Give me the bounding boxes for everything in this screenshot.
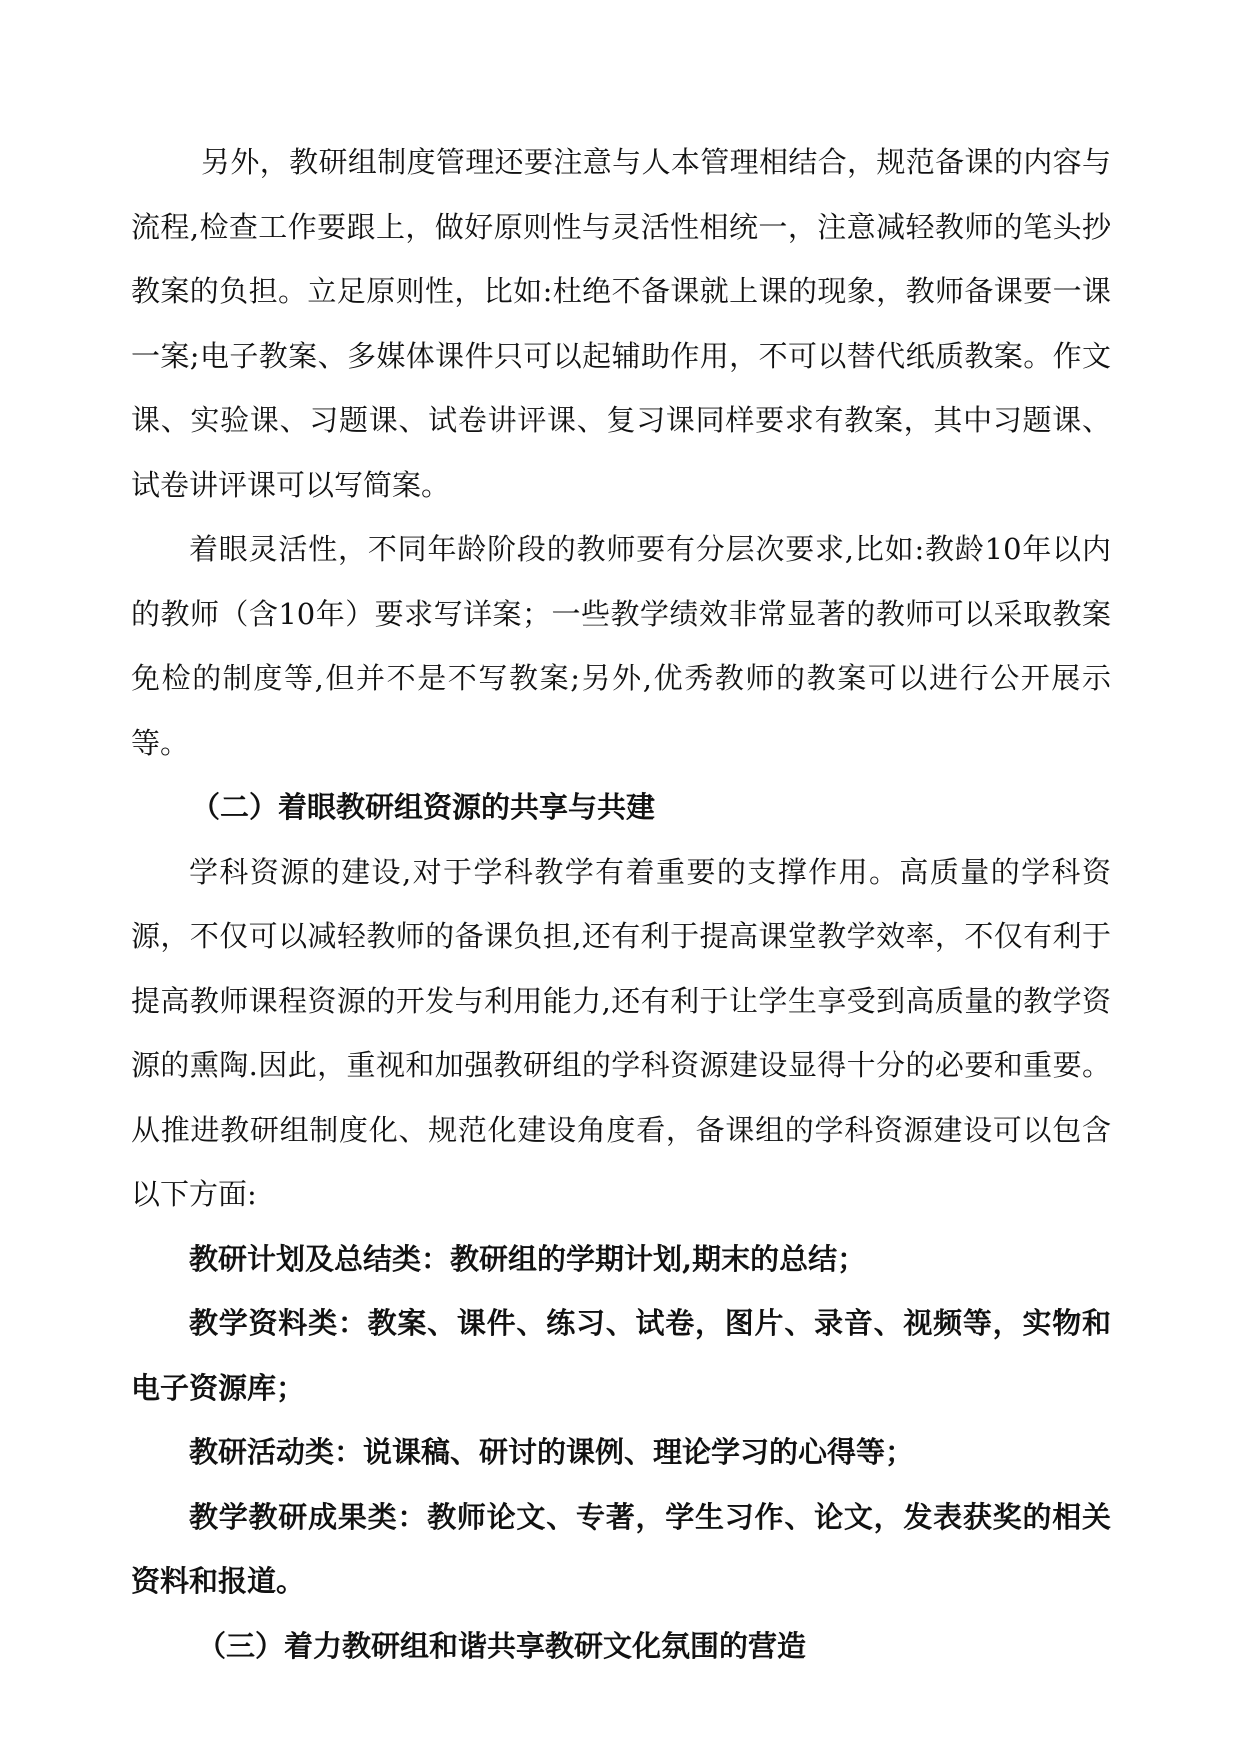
list-item-plans-summaries: 教研计划及总结类：教研组的学期计划,期末的总结； bbox=[189, 1241, 867, 1276]
list-item-research-achievements: 教学教研成果类：教师论文、专著，学生习作、论文，发表获奖的相关资料和报道。 bbox=[131, 1499, 1111, 1598]
document-page bbox=[131, 130, 1111, 1678]
paragraph-lesson-plan-management: 另外，教研组制度管理还要注意与人本管理相结合，规范备课的内容与流程,检查工作要跟上，做好原则性与灵活性相统一，注意减轻教师的笔头抄教案的负担。立足原则性，比如:杜绝不备课就上课的现象，教师备课要一课一案;电子教案、多媒体课件只可以起辅助作用，不可以替代纸质教案。作文课、实验课、习题课、试卷讲评课、复习课同样要求有教案，其中习题课、试卷讲评课可以写简案。 bbox=[131, 145, 1111, 502]
list-item-teaching-materials: 教学资料类：教案、课件、练习、试卷，图片、录音、视频等，实物和电子资源库； bbox=[131, 1306, 1111, 1405]
section-heading-culture-atmosphere: （三）着力教研组和谐共享教研文化氛围的营造 bbox=[197, 1628, 807, 1663]
paragraph-flexibility: 着眼灵活性，不同年龄阶段的教师要有分层次要求,比如:教龄10年以内的教师（含10年）要求写详案；一些教学绩效非常显著的教师可以采取教案免检的制度等,但并不是不写教案;另外,优秀教师的教案可以进行公开展示等。 bbox=[131, 532, 1111, 760]
list-item-research-activities: 教研活动类：说课稿、研讨的课例、理论学习的心得等； bbox=[189, 1435, 915, 1469]
paragraph-subject-resources: 学科资源的建设,对于学科教学有着重要的支撑作用。高质量的学科资源，不仅可以减轻教师的备课负担,还有利于提高课堂教学效率，不仅有利于提高教师课程资源的开发与利用能力,还有利于让学生享受到高质量的教学资源的熏陶.因此，重视和加强教研组的学科资源建设显得十分的必要和重要。从推进教研组制度化、规范化建设角度看，备课组的学科资源建设可以包含以下方面: bbox=[131, 854, 1111, 1211]
section-heading-resource-sharing: （二）着眼教研组资源的共享与共建 bbox=[191, 790, 656, 824]
